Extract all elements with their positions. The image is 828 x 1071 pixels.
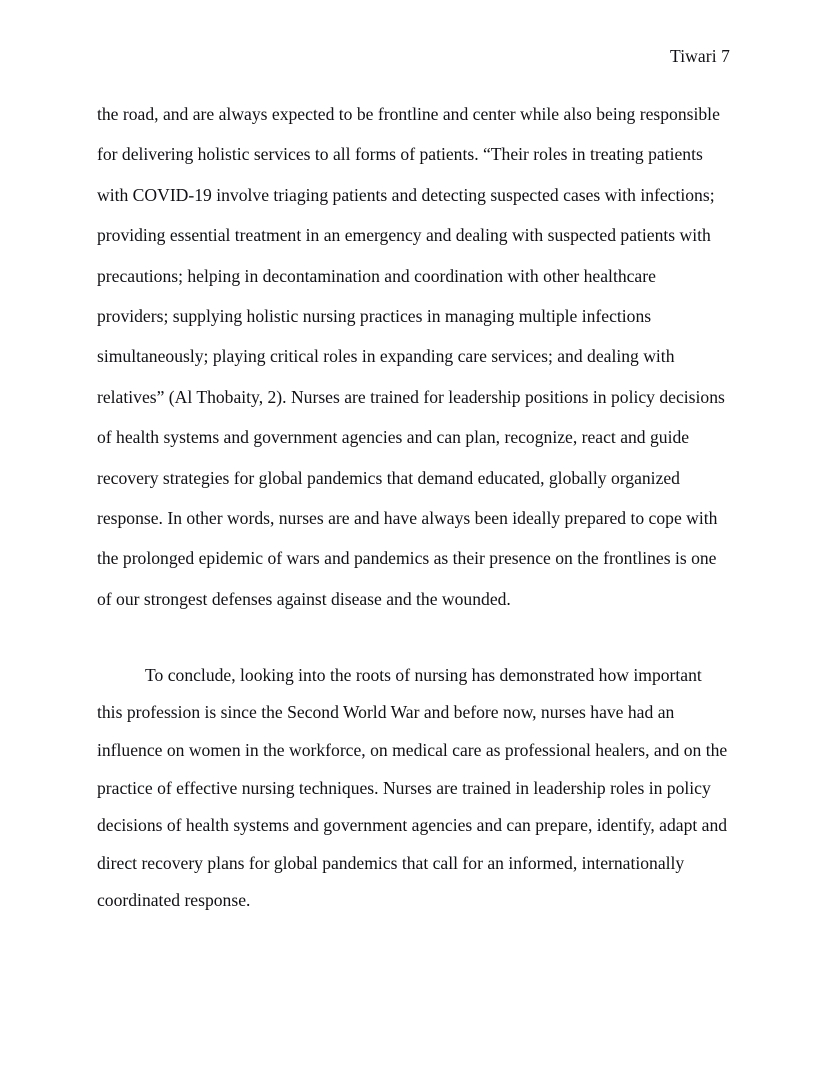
running-head: Tiwari 7: [670, 46, 730, 66]
document-body: [97, 94, 731, 920]
paragraph-gap: [97, 619, 731, 657]
body-paragraph-continued: the road, and are always expected to be frontline and center while also being responsible for delivering holistic services to all forms of patients. “Their roles in treating patients with COVID-19 involve triaging patients and detecting suspected cases with infections; providing essential treatment in an emergency and dealing with suspected patients with precautions; helping in decontamination and coordination with other healthcare providers; supplying holistic nursing practices in managing multiple infections simultaneously; playing critical roles in expanding care services; and dealing with relatives” (Al Thobaity, 2). Nurses are trained for leadership positions in policy decisions of health systems and government agencies and can plan, recognize, react and guide recovery strategies for global pandemics that demand educated, globally organized response. In other words, nurses are and have always been ideally prepared to cope with the prolonged epidemic of wars and pandemics as their presence on the frontlines is one of our strongest defenses against disease and the wounded.: [97, 104, 725, 609]
body-paragraph-conclusion: To conclude, looking into the roots of nursing has demonstrated how important this profession is since the Second World War and before now, nurses have had an influence on women in the workforce, on medical care as professional healers, and on the practice of effective nursing techniques. Nurses are trained in leadership roles in policy decisions of health systems and government agencies and can prepare, identify, adapt and direct recovery plans for global pandemics that call for an informed, internationally coordinated response.: [97, 664, 728, 911]
